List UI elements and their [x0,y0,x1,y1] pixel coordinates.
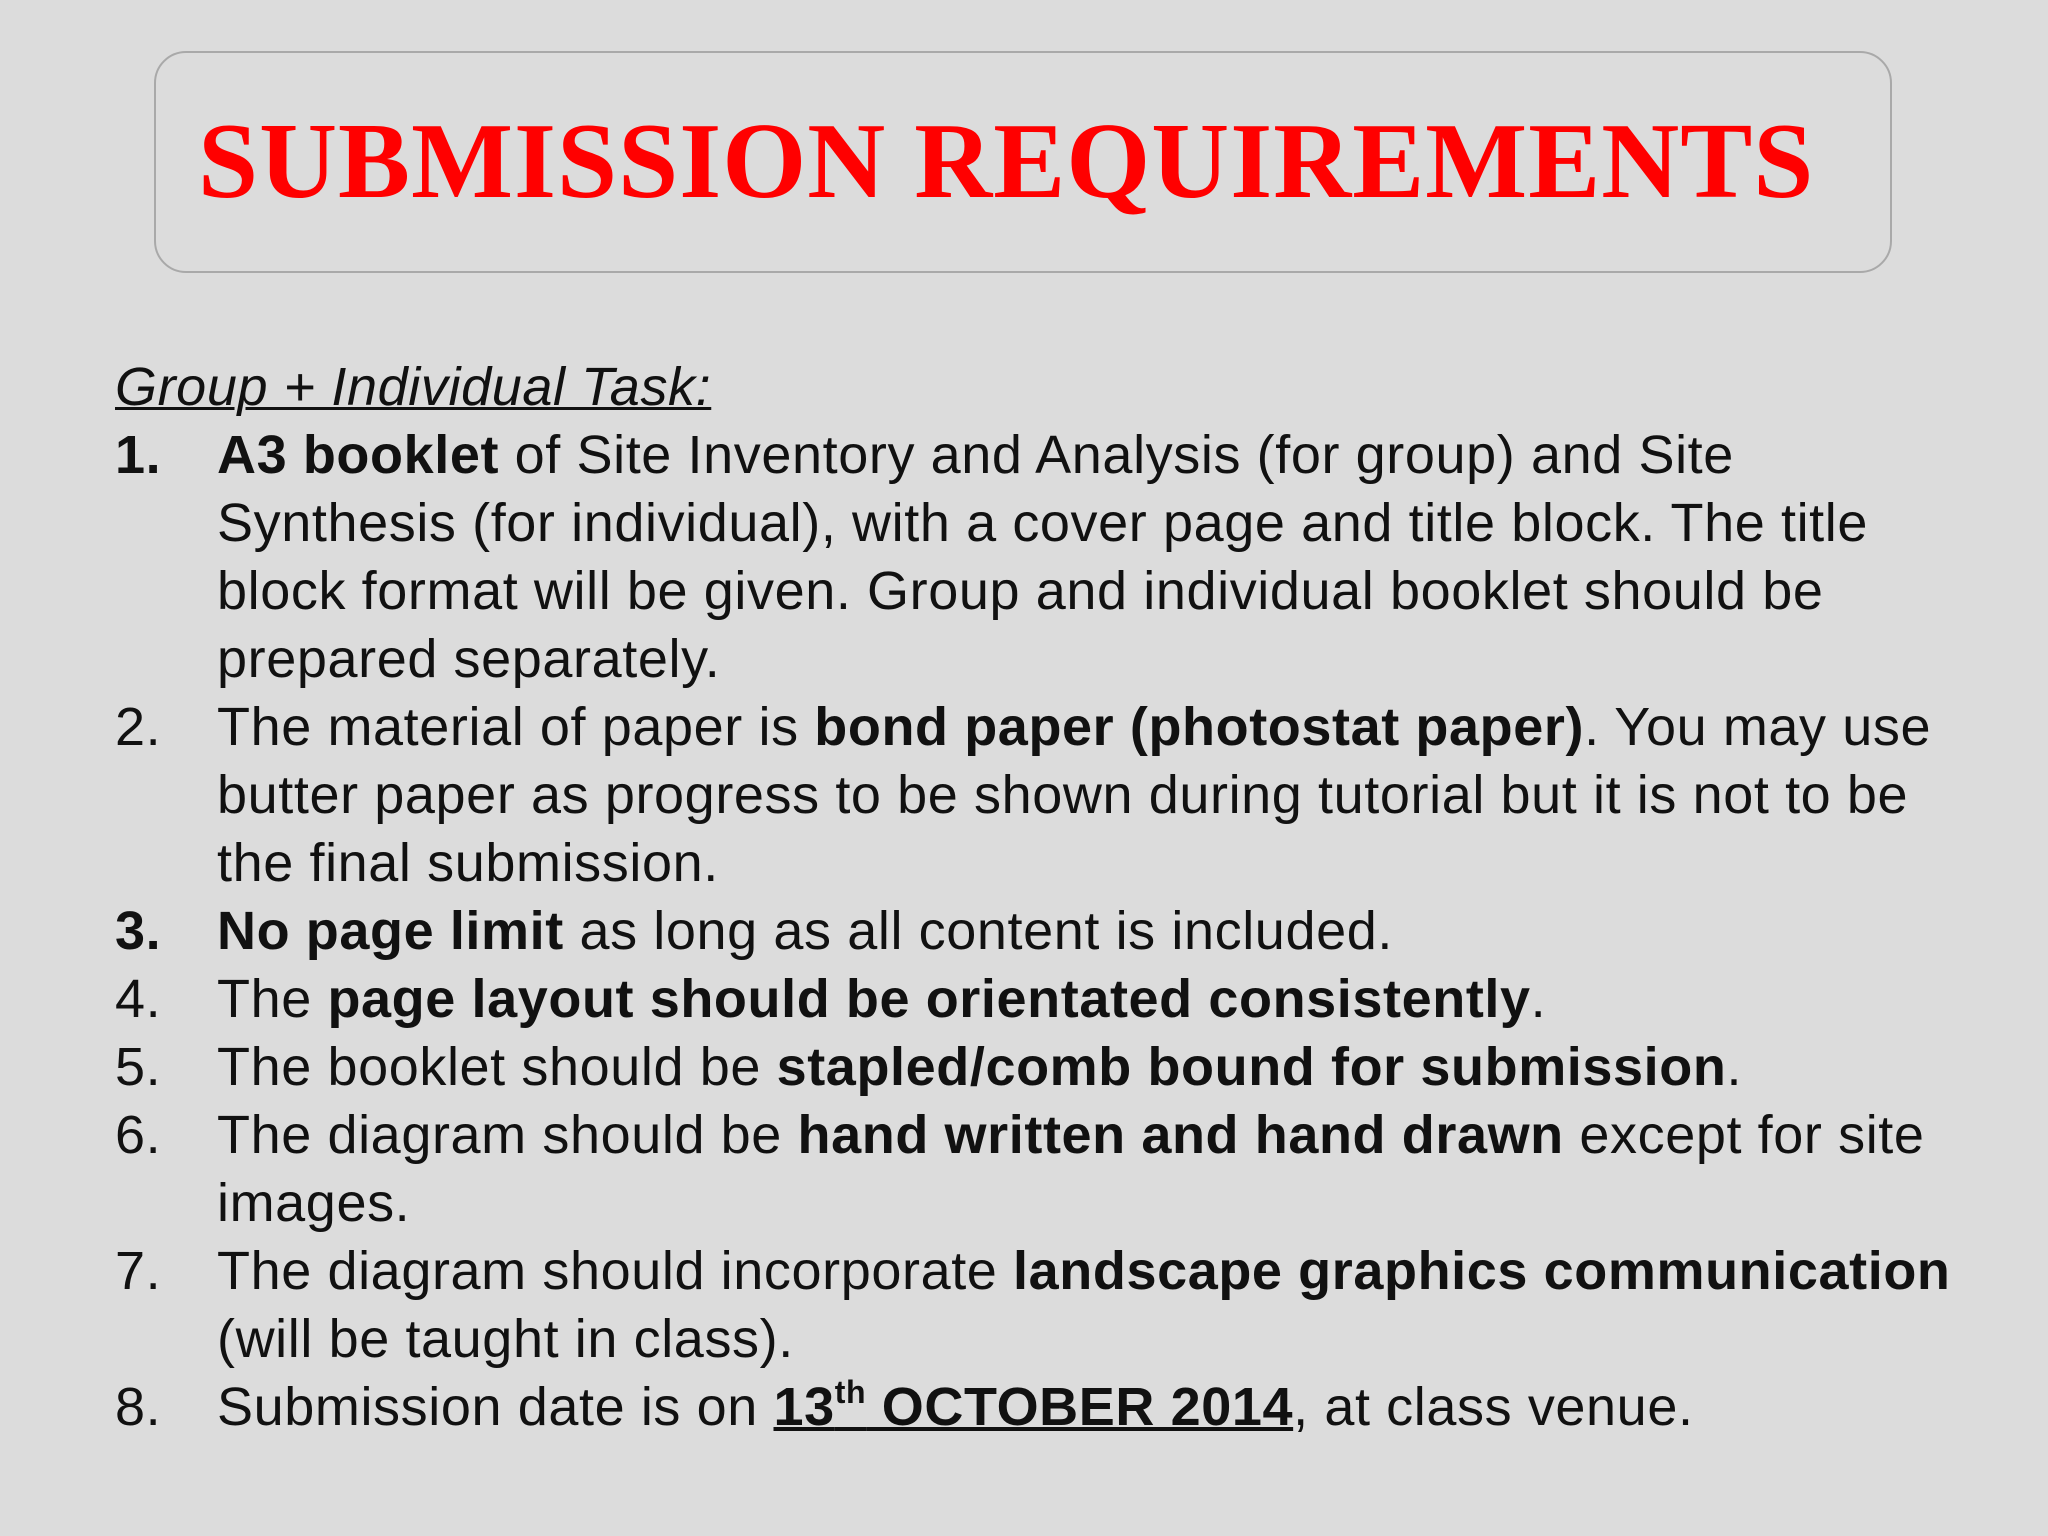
item-text: The diagram should incorporate [217,1241,1014,1301]
item-text: as long as all content is included. [563,901,1393,961]
item-text: The diagram should be [217,1105,798,1165]
item-number: 6. [115,1105,162,1165]
date-ordinal-suffix: th [834,1374,867,1410]
item-number: 5. [115,1037,162,1097]
list-item [115,1373,1955,1441]
item-number: 2. [115,697,162,757]
list-item [115,421,1955,693]
item-text: of Site Inventory and Analysis (for group) and Site Synthesis (for individual), with a cover page and title block. The title block format will be given. Group and individual booklet should be prepared separately. [217,425,1869,689]
item-text: The material of paper is [217,697,815,757]
item-text: , at class venue. [1293,1377,1694,1437]
list-item [115,965,1955,1033]
date-month-year: OCTOBER 2014 [866,1377,1294,1437]
list-item [115,1033,1955,1101]
list-item [115,897,1955,965]
date-day: 13 [773,1377,835,1437]
item-number: 4. [115,969,162,1029]
requirements-list [115,421,1955,1441]
item-text: The [217,969,328,1029]
item-text: except for site images. [217,1105,1925,1233]
item-bold-text: bond paper (photostat paper) [814,697,1585,757]
list-item [115,693,1955,897]
item-bold-text: page layout should be orientated consistently [327,969,1531,1029]
section-heading: Group + Individual Task: [115,357,712,417]
item-number: 8. [115,1377,162,1437]
list-item [115,1237,1955,1373]
submission-date [773,1374,1294,1437]
item-bold-text: A3 booklet [217,425,500,485]
item-bold-text: landscape graphics communication [1013,1241,1951,1301]
page-title: SUBMISSION REQUIREMENTS [198,102,1815,221]
item-bold-text: No page limit [217,901,564,961]
item-text: . You may use butter paper as progress to be shown during tutorial but it is not to be the final submission. [217,697,1932,893]
item-number: 7. [115,1241,162,1301]
item-text: (will be taught in class). [217,1309,794,1369]
item-bold-text: stapled/comb bound for submission [776,1037,1727,1097]
requirements-body [115,353,1955,1441]
item-bold-text: hand written and hand drawn [797,1105,1564,1165]
item-text: . [1726,1037,1743,1097]
item-number: 3. [115,901,162,961]
item-text: The booklet should be [217,1037,777,1097]
item-text: . [1530,969,1547,1029]
list-item [115,1101,1955,1237]
item-text: Submission date is on [217,1377,774,1437]
item-number: 1. [115,425,162,485]
